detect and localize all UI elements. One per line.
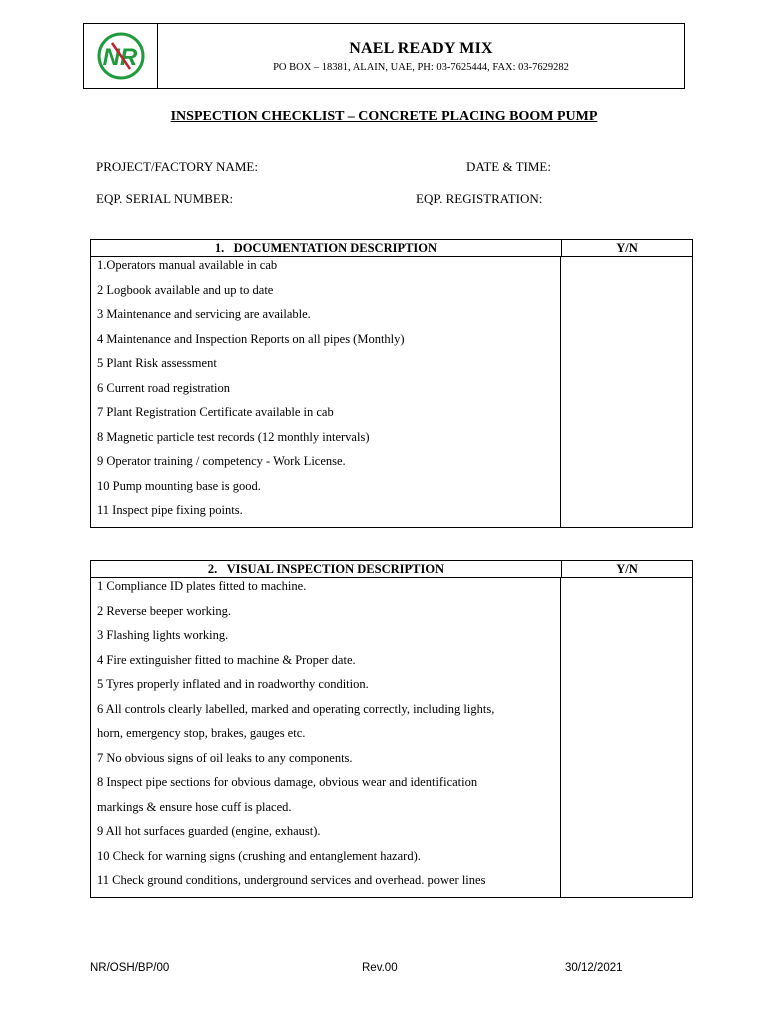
visual-inspection-table-header — [91, 561, 692, 578]
yn-column[interactable] — [561, 257, 692, 527]
documentation-table-body — [91, 257, 692, 527]
checklist-item: 2 Logbook available and up to date — [97, 282, 274, 297]
checklist-item: 7 No obvious signs of oil leaks to any components. — [97, 750, 353, 765]
checklist-item: 6 Current road registration — [97, 380, 230, 395]
checklist-item: 10 Check for warning signs (crushing and entanglement hazard). — [97, 848, 421, 863]
section-title: VISUAL INSPECTION DESCRIPTION — [226, 562, 445, 576]
visual-inspection-table-body — [91, 578, 692, 897]
checklist-item: 8 Magnetic particle test records (12 monthly intervals) — [97, 429, 370, 444]
checklist-item: 11 Check ground conditions, underground services and overhead. power lines — [97, 873, 486, 887]
checklist-item: 6 All controls clearly labelled, marked and operating correctly, including lights, — [97, 701, 495, 716]
registration-label: EQP. REGISTRATION: — [416, 191, 543, 206]
checklist-item: 2 Reverse beeper working. — [97, 603, 231, 618]
checklist-item: 5 Tyres properly inflated and in roadworthy condition. — [97, 677, 369, 691]
project-name-label: PROJECT/FACTORY NAME: — [96, 159, 258, 174]
company-address: PO BOX – 18381, ALAIN, UAE, PH: 03-7625444, FAX: 03-7629282 — [273, 62, 569, 73]
checklist-item: horn, emergency stop, brakes, gauges etc. — [97, 726, 306, 740]
company-name: NAEL READY MIX — [349, 40, 493, 57]
company-info — [158, 24, 684, 88]
date-time-label: DATE & TIME: — [466, 159, 551, 174]
checklist-item: 8 Inspect pipe sections for obvious damage, obvious wear and identification — [97, 775, 478, 789]
checklist-item: 1.Operators manual available in cab — [97, 258, 278, 272]
checklist-item: 10 Pump mounting base is good. — [97, 478, 261, 493]
checklist-item: 4 Fire extinguisher fitted to machine & Proper date. — [97, 652, 356, 667]
visual-inspection-rows — [91, 578, 561, 897]
checklist-item: 3 Maintenance and servicing are available. — [97, 307, 311, 321]
visual-inspection-table — [90, 560, 693, 898]
section-title: DOCUMENTATION DESCRIPTION — [233, 241, 438, 255]
footer-revision: Rev.00 — [362, 962, 398, 974]
section-number: 1. — [214, 241, 225, 255]
logo-cell — [84, 24, 158, 88]
serial-number-label: EQP. SERIAL NUMBER: — [96, 191, 234, 206]
checklist-title: INSPECTION CHECKLIST – CONCRETE PLACING BOOM PUMP — [170, 109, 598, 124]
visual-inspection-header-cell — [91, 561, 562, 577]
footer-doc-code: NR/OSH/BP/00 — [90, 962, 170, 974]
checklist-item: 9 All hot surfaces guarded (engine, exhaust). — [97, 824, 321, 838]
checklist-item: 5 Plant Risk assessment — [97, 356, 217, 370]
yn-column[interactable] — [561, 578, 692, 897]
checklist-item: 7 Plant Registration Certificate available in cab — [97, 405, 334, 419]
section-number: 2. — [207, 562, 218, 576]
checklist-item: 9 Operator training / competency - Work License. — [97, 454, 346, 468]
yn-header: Y/N — [616, 241, 638, 255]
checklist-item: 11 Inspect pipe fixing points. — [97, 503, 243, 517]
documentation-rows — [91, 257, 561, 527]
yn-header: Y/N — [616, 562, 638, 576]
checklist-item: 1 Compliance ID plates fitted to machine. — [97, 579, 307, 593]
documentation-table — [90, 239, 693, 528]
letterhead — [83, 23, 685, 89]
checklist-item: markings & ensure hose cuff is placed. — [97, 799, 292, 814]
documentation-table-header — [91, 240, 692, 257]
checklist-item: 3 Flashing lights working. — [97, 628, 229, 642]
company-logo-icon — [96, 31, 146, 81]
logo-text: NR — [102, 44, 137, 71]
checklist-item: 4 Maintenance and Inspection Reports on all pipes (Monthly) — [97, 331, 405, 346]
documentation-header-cell — [91, 240, 562, 256]
footer-date: 30/12/2021 — [565, 962, 623, 974]
